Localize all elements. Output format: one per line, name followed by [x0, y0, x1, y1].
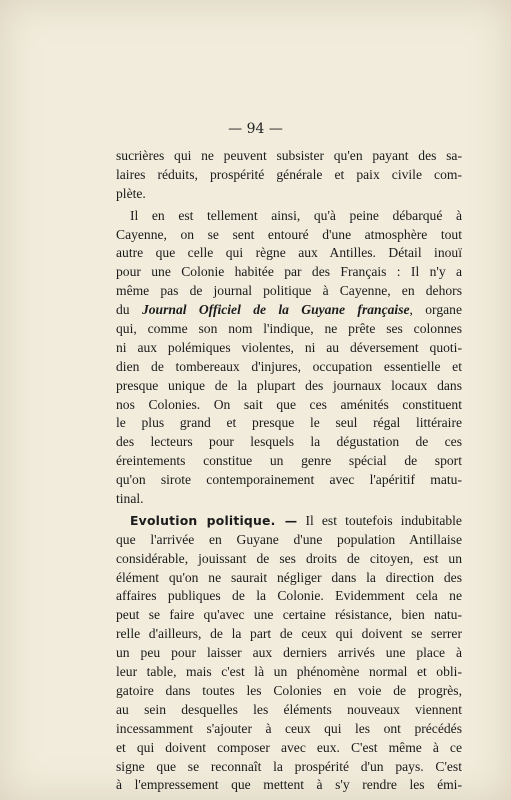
text-line: éreintements constitue un genre spécial de sport: [116, 453, 462, 469]
text-line: Il en est tellement ainsi, qu'à peine débarqué à: [130, 207, 462, 223]
body-text: [116, 147, 462, 795]
text-line: plète.: [116, 185, 146, 201]
text-line: incessamment s'ajouter à ceux qui les ont précédés: [116, 720, 462, 736]
text-line: à l'empressement que mettent à s'y rendre les émi-: [116, 777, 462, 793]
text-line: élément qu'on ne saurait négliger dans la direction des: [116, 569, 462, 585]
paragraph-3: [116, 512, 462, 795]
text-line: affaires publiques de la Colonie. Evidemment cela ne: [116, 588, 462, 604]
text-line: pour une Colonie habitée par des Français : Il n'y a: [116, 264, 462, 280]
text-line: leur table, mais c'est là un phénomène normal et obli-: [116, 664, 462, 680]
text-line: signe que se reconnaît la prospérité d'un pays. C'est: [116, 758, 462, 774]
journal-title: Journal Officiel de la Guyane française: [141, 302, 410, 318]
text-line: peut se faire qu'avec une certaine résistance, bien natu-: [116, 607, 462, 623]
page-number: — 94 —: [228, 121, 283, 137]
text-line-with-heading: [116, 512, 462, 531]
text-line: Cayenne, on se sent entouré d'une atmosphère tout: [116, 226, 462, 242]
text-line: au sein desquelles les éléments nouveaux viennent: [116, 701, 462, 717]
text-line-with-title: [116, 301, 462, 320]
text-line: autre que celle qui règne aux Antilles. Détail inouï: [116, 245, 462, 261]
text-line: et qui doivent composer avec eux. C'est même à ce: [116, 739, 462, 755]
text-line: qu'on sirote contemporainement avec l'apéritif matu-: [116, 472, 462, 488]
text-line: relle d'ailleurs, de la part de ceux qui doivent se serrer: [116, 626, 462, 642]
text-line: considérable, jouissant de ses droits de citoyen, est un: [116, 550, 462, 566]
text-line: dien de tombereaux d'injures, occupation essentielle et: [116, 358, 462, 374]
section-heading: Evolution politique. —: [130, 512, 298, 528]
paragraph-1: [116, 147, 462, 204]
text-line: que l'arrivée en Guyane d'une population Antillaise: [116, 531, 462, 547]
text-line: presque unique de la plupart des journaux locaux dans: [116, 377, 462, 393]
text-line: nos Colonies. On sait que ces aménités constituent: [116, 396, 462, 412]
text-line: tinal.: [116, 491, 144, 507]
text-line: le plus grand et presque le seul régal littéraire: [116, 415, 462, 431]
text-line: des lecteurs pour lesquels la dégustation de ces: [116, 434, 462, 450]
text-line: laires réduits, prospérité générale et paix civile com-: [116, 166, 462, 182]
text-fragment: du: [116, 302, 130, 318]
text-line: ni aux polémiques violentes, ni au déversement quoti-: [116, 339, 462, 355]
text-line: un peu pour laisser aux derniers arrivés une place à: [116, 645, 462, 661]
text-line: sucrières qui ne peuvent subsister qu'en payant des sa-: [116, 148, 462, 163]
text-fragment: Il est toutefois indubitable: [305, 512, 462, 528]
text-fragment: , organe: [409, 302, 463, 318]
text-line: qui, comme son nom l'indique, ne prête ses colonnes: [116, 321, 462, 337]
text-line: même pas de journal politique à Cayenne, en dehors: [116, 283, 462, 299]
text-line: gatoire dans toutes les Colonies en voie de progrès,: [116, 682, 462, 698]
paragraph-2: [116, 207, 462, 509]
